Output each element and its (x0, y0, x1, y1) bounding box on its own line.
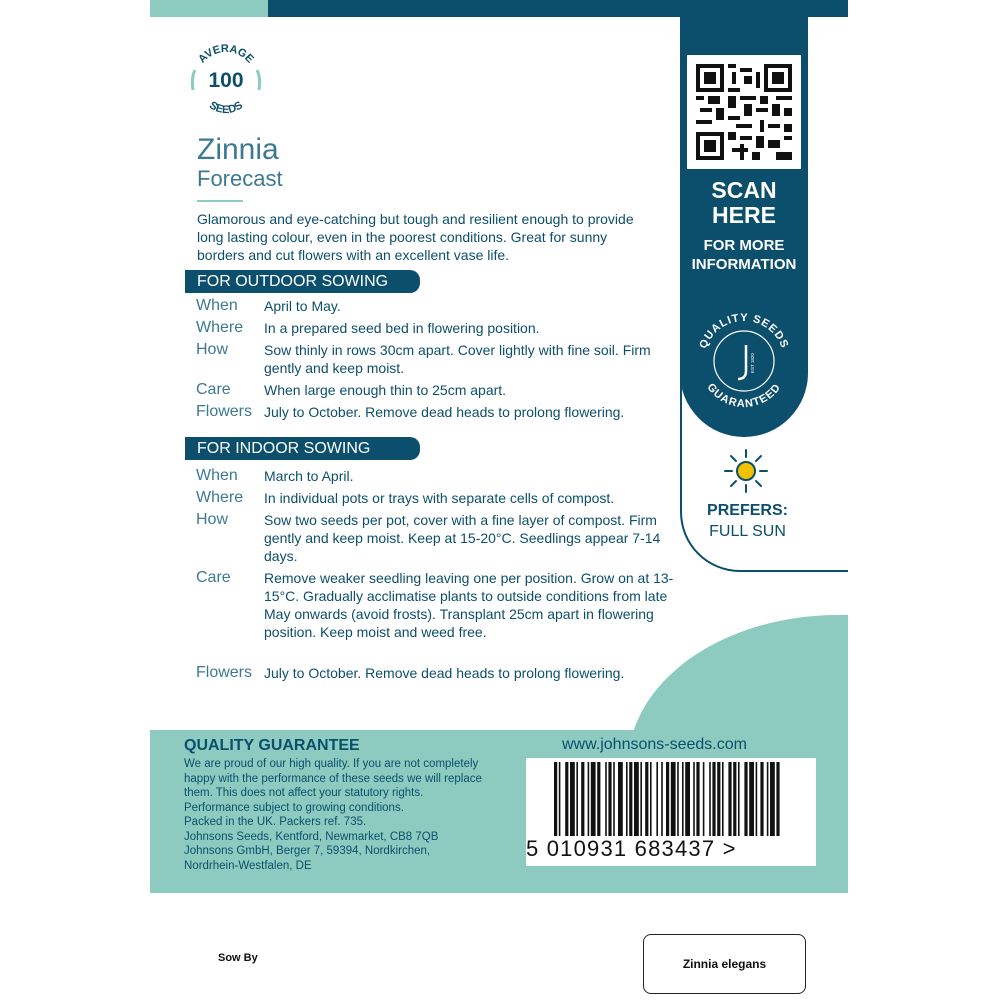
barcode-bar (696, 762, 699, 836)
top-band-accent (150, 0, 268, 17)
badge-top-text: AVERAGE (196, 42, 256, 66)
seal-top-text: QUALITY SEEDS (697, 311, 791, 351)
badge-count: 100 (208, 69, 244, 92)
row-value: When large enough thin to 25cm apart. (264, 382, 507, 398)
barcode-bar (605, 762, 607, 836)
sun-icon (723, 448, 769, 494)
row-value: Sow thinly in rows 30cm apart. Cover lightly with fine soil. Firm gently and keep moist. (264, 342, 651, 376)
sow-by-label: Sow By (218, 952, 258, 964)
barcode-bar (626, 762, 628, 836)
barcode-bar (645, 762, 648, 836)
guarantee-line: happy with the performance of these seeds we will replace (184, 772, 482, 785)
row-key: Where (196, 489, 244, 506)
barcode-bar (749, 762, 754, 836)
svg-text:SEEDS (207, 99, 245, 116)
row-key: Care (196, 381, 231, 398)
barcode-bar (767, 762, 769, 836)
barcode-bar (666, 762, 669, 836)
barcode-bar (565, 762, 568, 836)
barcode-bar (581, 762, 584, 836)
more-info-label: FOR MORE INFORMATION (691, 237, 797, 273)
barcode-number: 5 010931 683437 > (526, 836, 737, 861)
row-key: How (196, 341, 229, 358)
barcode-bar (756, 762, 758, 836)
row-key: When (196, 297, 238, 314)
barcode-bar (640, 762, 642, 836)
product-variety: Forecast (197, 166, 283, 191)
row-value: In a prepared seed bed in flowering position. (264, 320, 540, 336)
barcode-bar (728, 762, 731, 836)
row-key: When (196, 467, 238, 484)
barcode-bar (650, 762, 652, 836)
barcode-bar (738, 762, 740, 836)
row-key: Flowers (196, 664, 253, 681)
outdoor-sowing-heading: FOR OUTDOOR SOWING (185, 270, 420, 293)
guarantee-line: Johnsons Seeds, Kentford, Newmarket, CB8 7QB (184, 830, 439, 843)
barcode-bar (717, 762, 720, 836)
barcode-bar (682, 762, 684, 836)
barcode-bar (554, 762, 557, 836)
barcode-bar (733, 762, 736, 836)
barcode-bar (703, 762, 705, 836)
row-value: Remove weaker seedling leaving one per position. Grow on at 13-15°C. Gradually acclimatise plants to outside conditions from late May onwards (avoid frosts). Transplant 25cm apart in flowering position. Keep moist and weed free. (264, 570, 674, 640)
barcode-bar (629, 762, 632, 836)
row-value: April to May. (264, 298, 341, 314)
barcode-bar (608, 762, 611, 836)
barcode-bar (591, 762, 596, 836)
barcode-bar (776, 762, 779, 836)
qr-code-icon (696, 64, 792, 160)
latin-name: Zinnia elegans (682, 957, 767, 971)
row-key: How (196, 511, 229, 528)
barcode-bar (634, 762, 639, 836)
indoor-sowing-heading: FOR INDOOR SOWING (185, 437, 420, 460)
barcode-bar (661, 762, 663, 836)
qr-code[interactable] (687, 55, 801, 169)
barcode-bar (760, 762, 763, 836)
barcode-bar (671, 762, 676, 836)
quality-seeds-seal (688, 305, 800, 417)
barcode-bar (677, 762, 679, 836)
row-value: Sow two seeds per pot, cover with a fine layer of compost. Firm gently and keep moist. Keep at 15-20°C. Seedlings appear 7-14 days. (264, 512, 661, 564)
barcode-bar (709, 762, 711, 836)
row-value: In individual pots or trays with separate cells of compost. (264, 490, 615, 506)
seal-est-text: EST 1820 (750, 353, 755, 373)
website-link[interactable]: www.johnsons-seeds.com (562, 736, 747, 753)
badge-bottom-text: SEEDS (207, 99, 245, 117)
barcode-bar (744, 762, 747, 836)
guarantee-line: Performance subject to growing conditions. (184, 801, 404, 814)
row-key: Care (196, 569, 231, 586)
sun-preference (680, 500, 815, 542)
barcode-bar (722, 762, 724, 836)
guarantee-line: Packed in the UK. Packers ref. 735. (184, 816, 367, 828)
barcode-bar (570, 762, 575, 836)
barcode-bar (597, 762, 600, 836)
prefers-label: PREFERS: (707, 502, 788, 519)
top-band (268, 0, 848, 17)
svg-text:GUARANTEED (704, 381, 783, 410)
barcode-bar (712, 762, 715, 836)
barcode-bar (576, 762, 578, 836)
barcode-bars (526, 758, 816, 840)
guarantee-line: We are proud of our high quality. If you are not completely (184, 758, 479, 770)
seal-bottom-text: GUARANTEED (704, 381, 784, 411)
quality-guarantee-title: QUALITY GUARANTEE (184, 737, 360, 754)
prefers-value: FULL SUN (709, 523, 786, 540)
seed-packet-back (150, 0, 848, 893)
latin-name-box (643, 934, 806, 994)
barcode-bar (588, 762, 590, 836)
guarantee-line: Nordrhein-Westfalen, DE (184, 859, 312, 872)
svg-text:AVERAGE (196, 43, 256, 66)
product-description: Glamorous and eye-catching but tough and resilient enough to provide long lasting colour, even in the poorest conditions. Great for sunny borders and cut flowers with an excellent vase life. (197, 211, 634, 263)
barcode-bar (656, 762, 658, 836)
barcode (526, 758, 816, 866)
product-name: Zinnia (197, 133, 279, 166)
barcode-bar (685, 762, 690, 836)
quality-guarantee-text (184, 757, 529, 873)
row-value: July to October. Remove dead heads to prolong flowering. (264, 404, 625, 420)
scan-here-label: SCAN HERE (711, 177, 777, 228)
row-value: March to April. (264, 468, 354, 484)
guarantee-line: Johnsons GmbH, Berger 7, 59394, Nordkirchen, (184, 845, 431, 857)
barcode-bar (770, 762, 775, 836)
barcode-bar (559, 762, 561, 836)
barcode-bar (613, 762, 615, 836)
barcode-bar (618, 762, 623, 836)
barcode-bar (693, 762, 695, 836)
row-value: July to October. Remove dead heads to prolong flowering. (264, 665, 625, 681)
row-key: Flowers (196, 403, 253, 420)
guarantee-line: them. This does not affect your statutory rights. (184, 787, 424, 799)
row-key: Where (196, 319, 244, 336)
title-rule (197, 200, 243, 202)
